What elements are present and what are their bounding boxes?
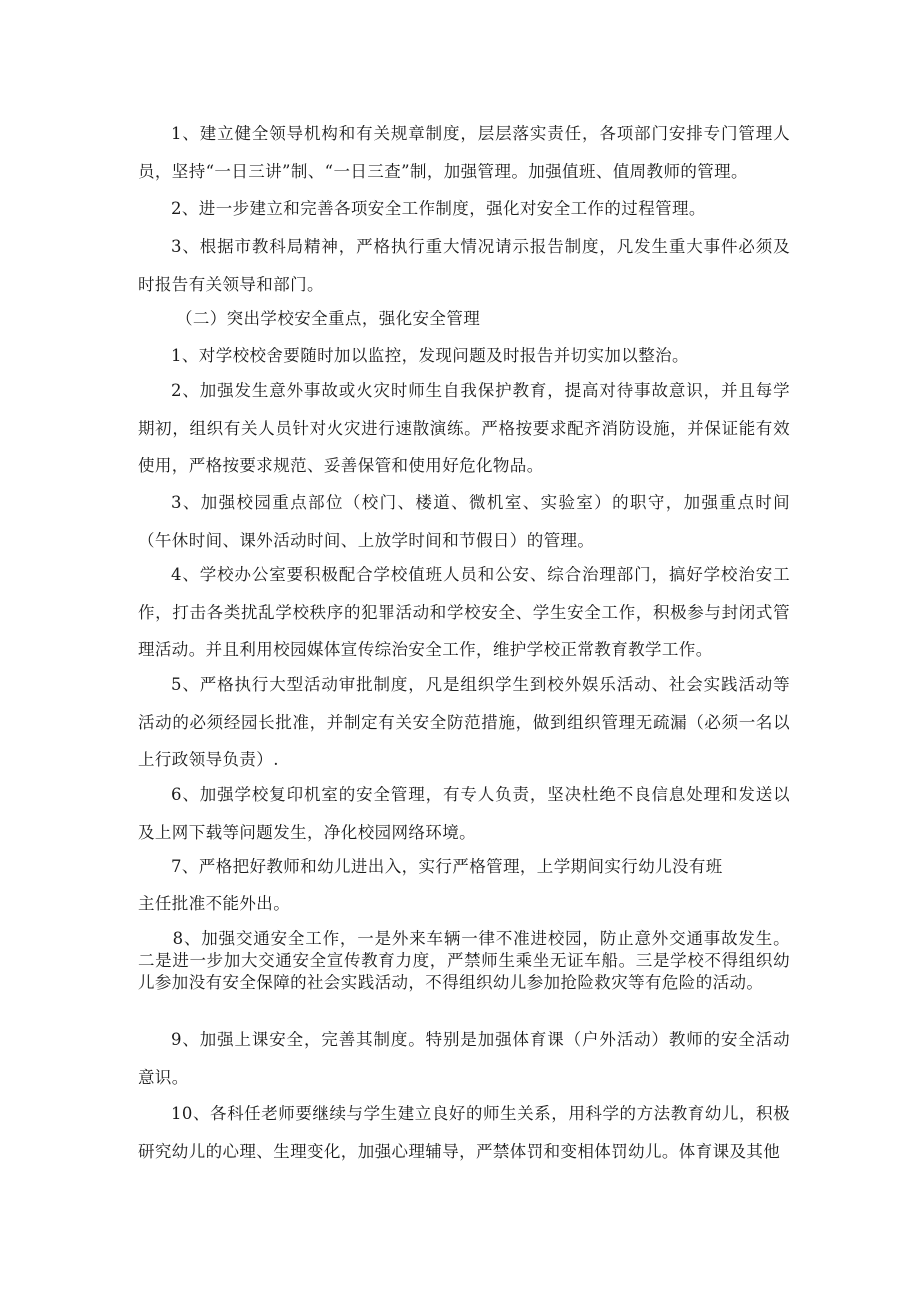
paragraph-5: 2、加强发生意外事故或火灾时师生自我保护教育，提高对待事故意识，并且每学期初，组织有关人员针对火灾进行速散演练。严格按要求配齐消防设施，并保证能有效使用，严格按要求规范、妥善保管和使用好危化物品。 [138,381,790,475]
paragraph-12: 9、加强上课安全，完善其制度。特别是加强体育课（户外活动）教师的安全活动意识。 [138,1030,790,1087]
paragraph-8: 5、严格执行大型活动审批制度，凡是组织学生到校外娱乐活动、社会实践活动等活动的必须经园长批准，并制定有关安全防范措施，做到组织管理无疏漏（必须一名以上行政领导负责）. [138,675,790,769]
paragraph-11: 8、加强交通安全工作，一是外来车辆一律不准进校园，防止意外交通事故发生。二是进一步加大交通安全宣传教育力度，严禁师生乘坐无证车船。三是学校不得组织幼儿参加没有安全保障的社会实践活动，不得组织幼儿参加抢险救灾等有危险的活动。 [138,929,790,992]
paragraph-10-continuation: 主任批准不能外出。 [138,894,291,913]
paragraph-10: 7、严格把好教师和幼儿进出入，实行严格管理，上学期间实行幼儿没有班 [171,857,723,876]
paragraph-1: 1、建立健全领导机构和有关规章制度，层层落实责任，各项部门安排专门管理人员，坚持“一日三讲”制、“一日三查”制，加强管理。加强值班、值周教师的管理。 [138,124,790,181]
paragraph-3: 3、根据市教科局精神，严格执行重大情况请示报告制度，凡发生重大事件必须及时报告有关领导和部门。 [138,237,790,294]
section-heading: （二）突出学校安全重点，强化安全管理 [175,309,481,328]
paragraph-7: 4、学校办公室要积极配合学校值班人员和公安、综合治理部门，搞好学校治安工作，打击各类扰乱学校秩序的犯罪活动和学校安全、学生安全工作，积极参与封闭式管理活动。并且利用校园媒体宣传综治安全工作，维护学校正常教育教学工作。 [138,565,790,659]
paragraph-6: 3、加强校园重点部位（校门、楼道、微机室、实验室）的职守，加强重点时间（午休时间、课外活动时间、上放学时间和节假日）的管理。 [138,493,790,550]
paragraph-13: 10、各科任老师要继续与学生建立良好的师生关系，用科学的方法教育幼儿，积极研究幼儿的心理、生理变化，加强心理辅导，严禁体罚和变相体罚幼儿。体育课及其他 [138,1104,790,1161]
paragraph-2: 2、进一步建立和完善各项安全工作制度，强化对安全工作的过程管理。 [171,199,706,218]
paragraph-4: 1、对学校校舍要随时加以监控，发现问题及时报告并切实加以整治。 [171,346,689,365]
paragraph-9: 6、加强学校复印机室的安全管理，有专人负责，坚决杜绝不良信息处理和发送以及上网下载等问题发生，净化校园网络环境。 [138,785,790,842]
